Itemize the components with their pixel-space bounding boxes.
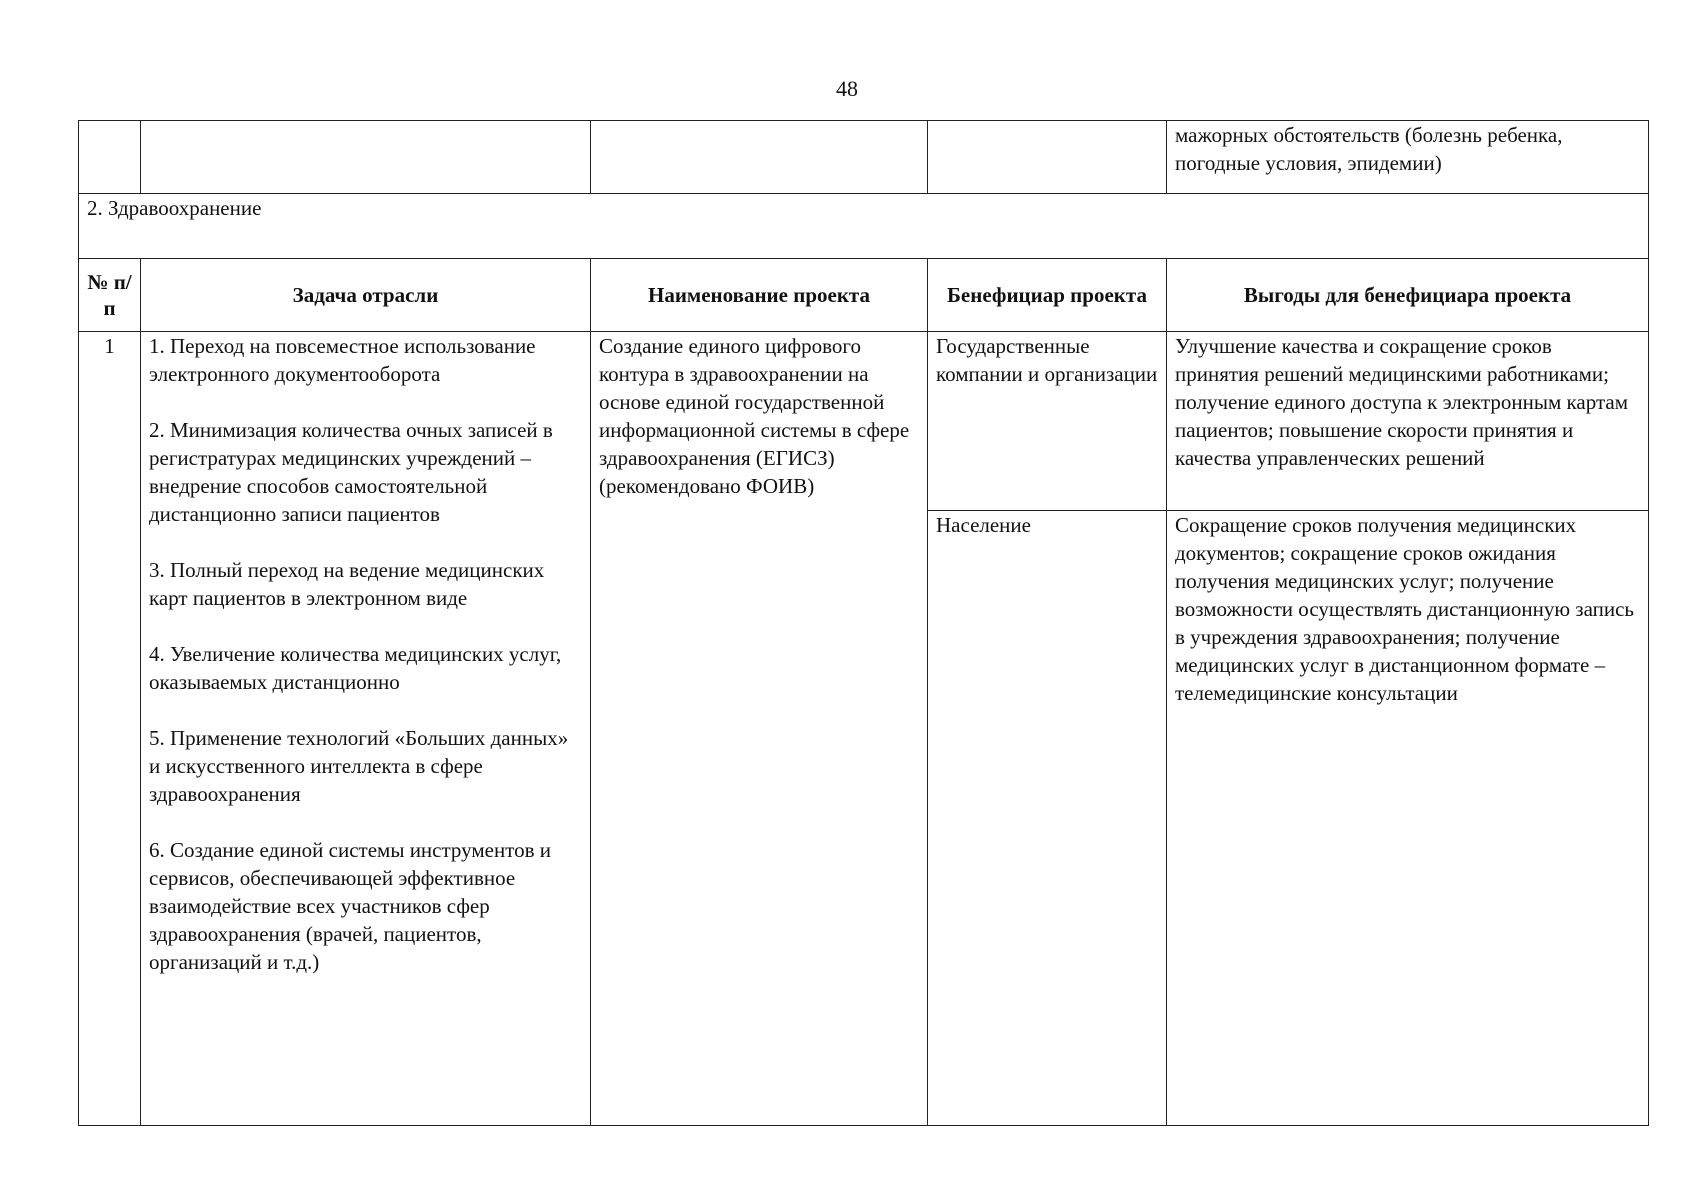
- continuation-row: [79, 121, 1649, 194]
- page-number: 48: [836, 76, 858, 101]
- beneficiary-benefits: Улучшение качества и сокращение сроков принятия решений медицинскими работниками; получение единого доступа к электронным картам пациентов; повышение скорости принятия и качества управленческих решений: [1167, 332, 1649, 511]
- projects-table: [78, 120, 1649, 1126]
- header-num: № п/п: [79, 259, 141, 332]
- cont-project-cell: [591, 121, 928, 194]
- section-title: 2. Здравоохранение: [79, 194, 1649, 259]
- beneficiary-name: Государственные компании и организации: [928, 332, 1167, 511]
- task-item: 6. Создание единой системы инструментов и сервисов, обеспечивающей эффективное взаимодействие всех участников сфер здравоохранения (врачей, пациентов, организаций и т.д.): [149, 838, 552, 974]
- task-list: [141, 332, 591, 1126]
- task-item: 5. Применение технологий «Больших данных» и искусственного интеллекта в сфере здравоохранения: [149, 726, 569, 806]
- header-project: Наименование проекта: [591, 259, 928, 332]
- cont-task-cell: [141, 121, 591, 194]
- project-name: Создание единого цифрового контура в здравоохранении на основе единой государственной информационной системы в сфере здравоохранения (ЕГИСЗ) (рекомендовано ФОИВ): [591, 332, 928, 1126]
- task-item: 2. Минимизация количества очных записей в регистратурах медицинских учреждений – внедрение способов самостоятельной дистанционно записи пациентов: [149, 418, 553, 526]
- cont-benefits-cell: мажорных обстоятельств (болезнь ребенка, погодные условия, эпидемии): [1167, 121, 1649, 194]
- header-benefits: Выгоды для бенефициара проекта: [1167, 259, 1649, 332]
- table-row: [79, 332, 1649, 511]
- row-number: 1: [79, 332, 141, 1126]
- header-row: [79, 259, 1649, 332]
- cont-num-cell: [79, 121, 141, 194]
- section-row: [79, 194, 1649, 259]
- task-item: 1. Переход на повсеместное использование электронного документооборота: [149, 334, 536, 386]
- beneficiary-benefits: Сокращение сроков получения медицинских документов; сокращение сроков ожидания получения медицинских услуг; получение возможности осуществлять дистанционную запись в учреждения здравоохранения; получение медицинских услуг в дистанционном формате – телемедицинские консультации: [1167, 511, 1649, 1126]
- header-beneficiary: Бенефициар проекта: [928, 259, 1167, 332]
- task-item: 3. Полный переход на ведение медицинских карт пациентов в электронном виде: [149, 558, 545, 610]
- cont-beneficiary-cell: [928, 121, 1167, 194]
- beneficiary-name: Население: [928, 511, 1167, 1126]
- header-task: Задача отрасли: [141, 259, 591, 332]
- task-item: 4. Увеличение количества медицинских услуг, оказываемых дистанционно: [149, 642, 562, 694]
